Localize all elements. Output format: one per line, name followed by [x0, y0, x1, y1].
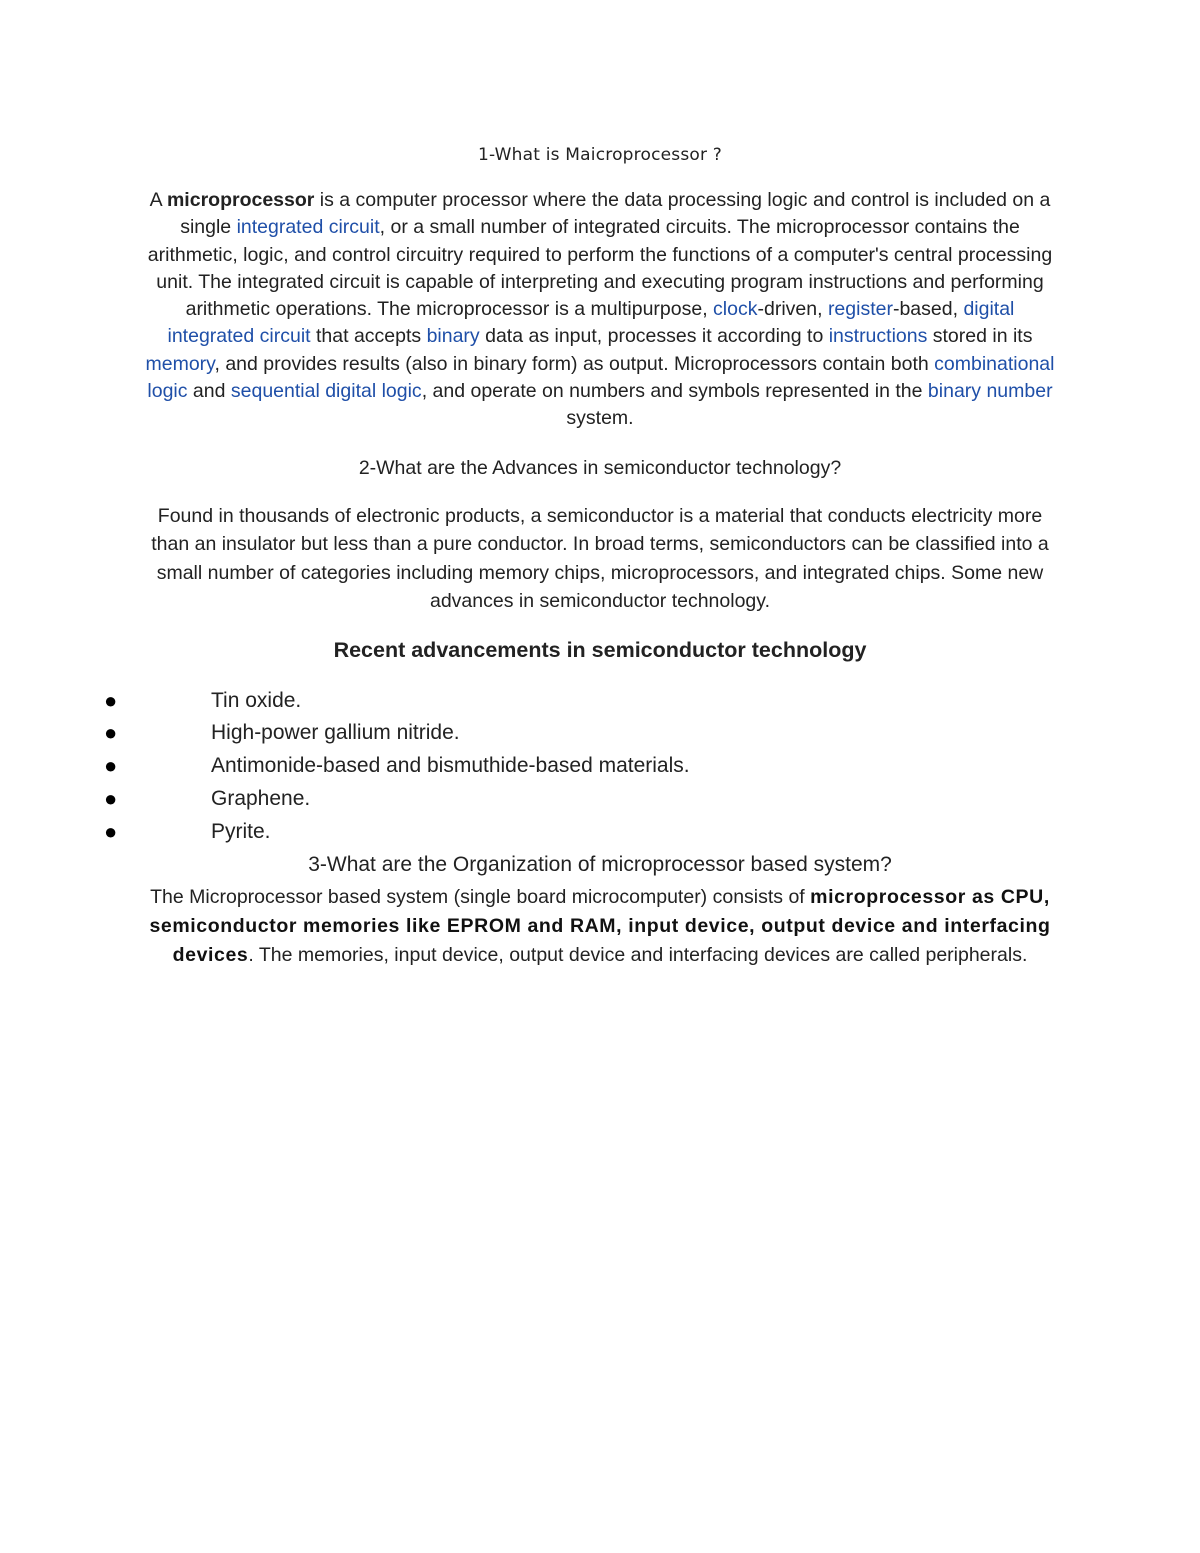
list-item	[104, 816, 1060, 849]
link-sequential-digital-logic[interactable]: sequential digital logic	[230, 380, 422, 403]
bold-components: microprocessor as CPU, semiconductor memories like EPROM and RAM, input device, output device and interfacing devices	[149, 885, 1051, 967]
text-run: , or a small number of integrated circuits. The microprocessor contains the arithmetic, logic, and control circuitry required to perform the functions of a computer's central processing unit. The integrated circuit is capable of interpreting and executing program instructions and performing arithmetic operations. The microprocessor is a multipurpose,	[147, 216, 1053, 321]
list-item	[104, 783, 1060, 816]
link-digital-integrated-circuit[interactable]: digital integrated circuit	[167, 298, 1015, 348]
link-instructions[interactable]: instructions	[828, 325, 928, 348]
text-run: The Microprocessor based system (single board microcomputer) consists of	[150, 885, 811, 908]
list-item-text: Antimonide-based and bismuthide-based materials.	[211, 754, 690, 778]
text-run: stored in its	[927, 325, 1033, 348]
advancements-heading: Recent advancements in semiconductor technology	[333, 637, 867, 662]
bullet-icon: ●	[104, 753, 118, 779]
list-item-text: High-power gallium nitride.	[211, 721, 460, 745]
text-run: data as input, processes it according to	[479, 325, 829, 348]
text-run: is a computer processor where the data processing logic and control is included on a single	[180, 189, 1051, 239]
list-item	[104, 717, 1060, 750]
text-run: . The memories, input device, output device and interfacing devices are called peripherals.	[248, 944, 1028, 967]
bullet-icon: ●	[104, 786, 118, 812]
list-item-text: Pyrite.	[211, 819, 271, 843]
text-run: and	[187, 380, 231, 403]
link-binary[interactable]: binary	[426, 325, 480, 348]
bold-term-microprocessor: microprocessor	[166, 189, 315, 211]
bullet-icon: ●	[104, 720, 118, 746]
text-run: -based,	[892, 298, 964, 321]
text-run: , and operate on numbers and symbols represented in the	[421, 380, 928, 403]
text-run: , and provides results (also in binary form) as output. Microprocessors contain both	[214, 352, 935, 375]
text-run: -driven,	[757, 298, 828, 321]
link-binary-number[interactable]: binary number	[927, 380, 1053, 403]
question-3-answer	[140, 883, 1060, 971]
question-3-title: 3-What are the Organization of microprocessor based system?	[308, 852, 892, 876]
question-1-title: 1-What is Maicroprocessor ?	[477, 145, 723, 165]
link-combinational-logic[interactable]: combinational logic	[147, 352, 1055, 403]
text-run: that accepts	[310, 325, 427, 348]
list-item	[104, 685, 1060, 718]
list-item-text: Tin oxide.	[211, 688, 302, 712]
link-clock[interactable]: clock	[713, 298, 758, 321]
question-2-answer: Found in thousands of electronic products, a semiconductor is a material that conducts electricity more than an insulator but less than a pure conductor. In broad terms, semiconductors can be classified into a small number of categories including memory chips, microprocessors, and integrated chips. Some new advances in semiconductor technology.	[151, 504, 1049, 613]
list-item	[104, 750, 1060, 783]
question-1-answer	[140, 187, 1060, 433]
link-register[interactable]: register	[827, 298, 893, 321]
list-item-text: Graphene.	[211, 787, 311, 811]
text-run: system.	[566, 407, 634, 430]
bullet-icon: ●	[104, 818, 118, 844]
bullet-icon: ●	[104, 687, 118, 713]
link-integrated-circuit[interactable]: integrated circuit	[236, 216, 380, 239]
advancements-list	[104, 685, 1060, 849]
link-memory[interactable]: memory	[145, 352, 215, 375]
question-2-title: 2-What are the Advances in semiconductor technology?	[358, 456, 842, 479]
text-run: A	[149, 189, 167, 211]
document-page	[104, 140, 1060, 970]
